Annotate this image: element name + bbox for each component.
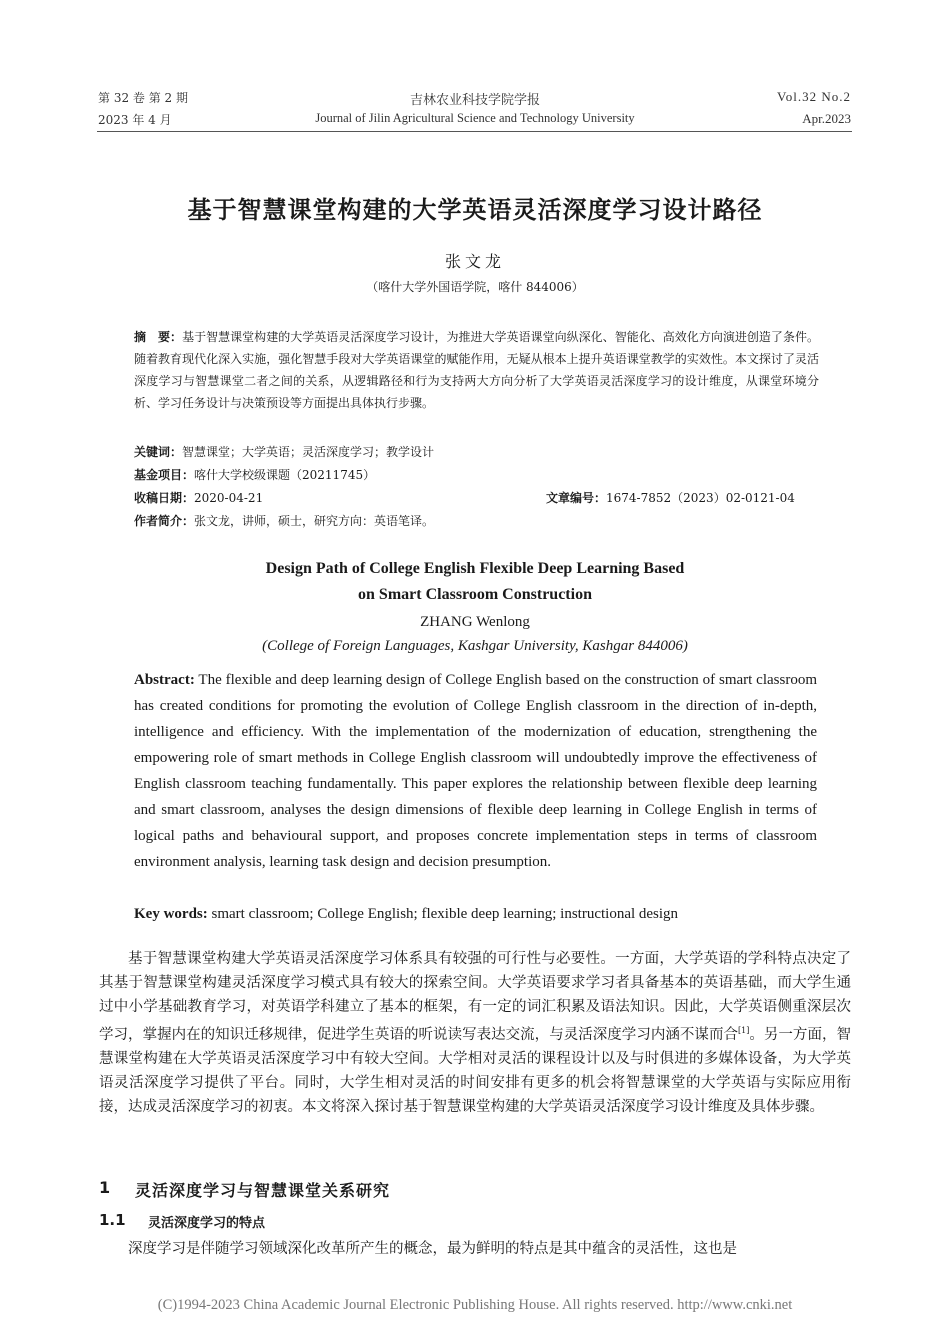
article-number	[546, 487, 795, 509]
title-en-line1: Design Path of College English Flexible Deep Learning Based	[265, 560, 685, 577]
abstract-en	[134, 667, 817, 875]
body-paragraph-1-b: 。另一方面，智慧课堂构建在大学英语灵活深度学习中有较大空间。大学相对灵活的课程设计以及与时俱进的多媒体设备，为大学英语灵活深度学习提供了平台。同时，大学生相对灵活的时间安排有更多的机会将智慧课堂的大学英语与实际应用衔接，达成灵活深度学习的初衷。本文将深入探讨基于智慧课堂构建的大学英语灵活深度学习设计维度及具体步骤。	[99, 1026, 852, 1115]
header-date-en: Apr.2023	[802, 111, 851, 126]
section-1-title: 灵活深度学习与智慧课堂关系研究	[135, 1181, 391, 1200]
abstract-en-label: Abstract:	[134, 672, 195, 688]
body-section-1-1	[99, 1237, 851, 1261]
body-paragraph-1-a: 基于智慧课堂构建大学英语灵活深度学习体系具有较强的可行性与必要性。一方面，大学英语的学科特点决定了其基于智慧课堂构建灵活深度学习模式具有较大的探索空间。大学英语要求学习者具备基本的英语基础，而大学生通过中小学基础教育学习，对英语学科建立了基本的框架，有一定的词汇积累及语法知识。因此，大学英语侧重深层次学习，掌握内在的知识迁移规律，促进学生英语的听说读写表达交流，与灵活深度学习内涵不谋而合	[99, 951, 851, 1043]
received-date	[134, 487, 434, 509]
fund-label: 基金项目：	[134, 468, 195, 482]
keywords-cn-text: 智慧课堂；大学英语；灵活深度学习；教学设计	[182, 445, 435, 459]
author-bio-text: 张文龙，讲师，硕士，研究方向：英语笔译。	[194, 514, 435, 528]
abstract-en-text: The flexible and deep learning design of College English based on the construction of smart classroom has created conditions for promoting the evolution of College English classroom in the direction of in-depth, intelligence and efficiency. With the implementation of the modernization of education, strengthening the empowering role of smart methods in College English classroom will undoubtedly improve the effectiveness of English classroom teaching fundamentally. This paper explores the relationship between flexible deep learning and smart classroom, analyses the design dimensions of flexible deep learning in College English in terms of logical paths and behavioural support, and proposes concrete implementation steps in terms of classroom environment analysis, learning task design and decision presumption.	[134, 672, 817, 870]
body-paragraph-2: 深度学习是伴随学习领域深化改革所产生的概念，最为鲜明的特点是其中蕴含的灵活性，这也是	[128, 1241, 737, 1257]
body-paragraph-1	[99, 947, 851, 1119]
received-label: 收稿日期：	[134, 491, 195, 505]
keywords-en-label: Key words:	[134, 906, 208, 922]
citation-1: [1]	[738, 1026, 750, 1035]
header-rule	[97, 131, 852, 132]
author-bio	[134, 510, 819, 532]
section-1-1-number: 1.1	[99, 1211, 126, 1229]
body-intro	[99, 947, 851, 1119]
abstract-cn	[134, 326, 819, 414]
keywords-cn-label: 关键词：	[134, 445, 183, 459]
header-date-cn: 2023 年 4 月	[98, 113, 172, 127]
section-1-number: 1	[99, 1178, 111, 1197]
article-number-text: 1674-7852（2023）02-0121-04	[606, 491, 795, 505]
section-1-1-title: 灵活深度学习的特点	[148, 1216, 266, 1231]
header-volume-issue: 第 32 卷 第 2 期	[98, 91, 188, 105]
header-journal-en: Journal of Jilin Agricultural Science and Technology University	[315, 111, 635, 125]
header-journal-cn: 吉林农业科技学院学报	[409, 93, 540, 108]
page-title: 基于智慧课堂构建的大学英语灵活深度学习设计路径	[187, 196, 763, 224]
title-en-line2: on Smart Classroom Construction	[358, 586, 592, 603]
fund	[134, 464, 819, 486]
author-cn: 张文龙	[444, 252, 505, 271]
keywords-cn	[134, 441, 819, 463]
abstract-cn-text: 基于智慧课堂构建的大学英语灵活深度学习设计，为推进大学英语课堂向纵深化、智能化、高效化方向演进创造了条件。随着教育现代化深入实施，强化智慧手段对大学英语课堂的赋能作用，无疑从根本上提升英语课堂教学的实效性。本文探讨了灵活深度学习与智慧课堂二者之间的关系，从逻辑路径和行为支持两大方向分析了大学英语灵活深度学习的设计维度，从课堂环境分析、学习任务设计与决策预设等方面提出具体执行步骤。	[134, 330, 819, 410]
copyright-footer: (C)1994-2023 China Academic Journal Electronic Publishing House. All rights reserved. http://www.cnki.net	[157, 1297, 793, 1313]
keywords-en	[134, 903, 678, 925]
fund-text: 喀什大学校级课题（20211745）	[194, 468, 376, 482]
article-number-label: 文章编号：	[546, 491, 607, 505]
received-text: 2020-04-21	[194, 491, 264, 505]
affiliation-cn: （喀什大学外国语学院，喀什 844006）	[366, 280, 584, 294]
author-bio-label: 作者简介：	[134, 514, 195, 528]
header-volume-issue-en: Vol.32 No.2	[777, 89, 851, 104]
author-en: ZHANG Wenlong	[420, 614, 530, 630]
keywords-en-text: smart classroom; College English; flexible deep learning; instructional design	[211, 906, 679, 922]
affiliation-en: (College of Foreign Languages, Kashgar University, Kashgar 844006)	[262, 638, 688, 654]
abstract-cn-label: 摘 要：	[134, 330, 183, 344]
